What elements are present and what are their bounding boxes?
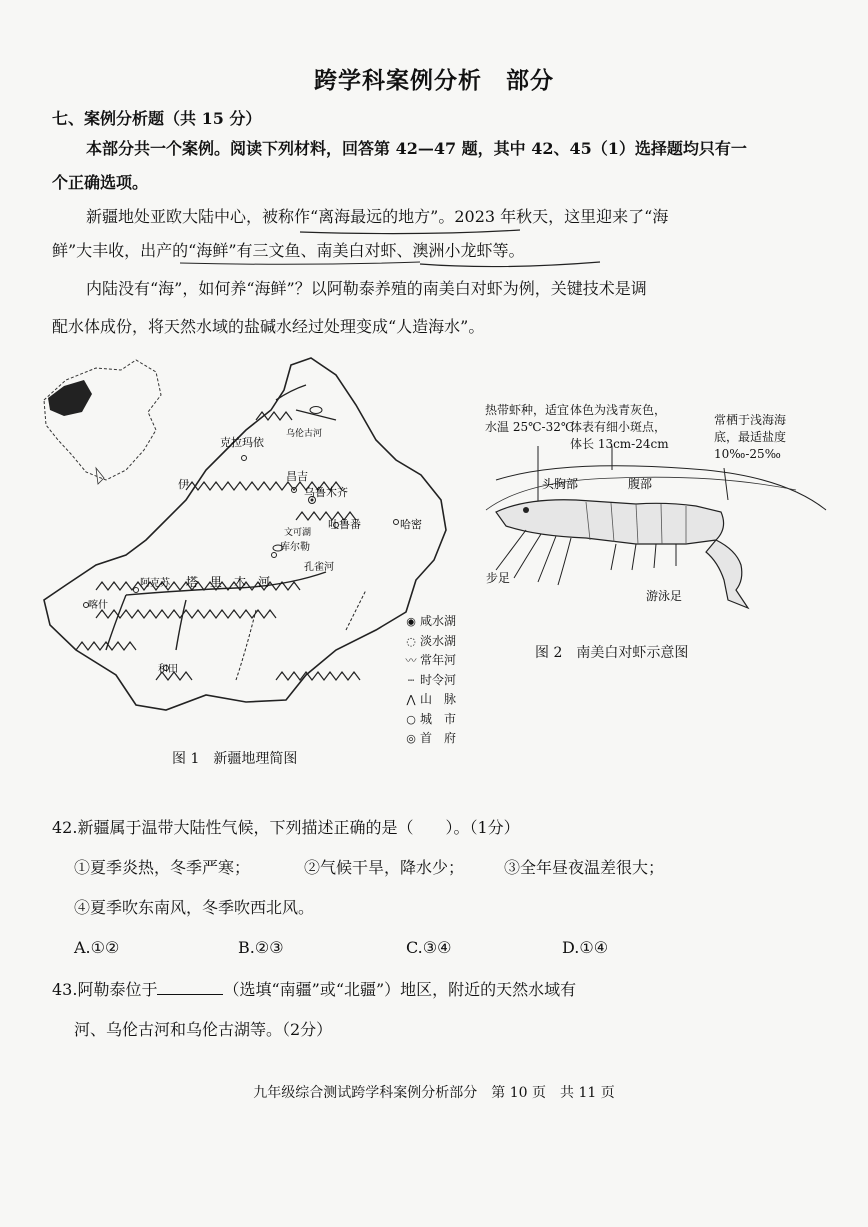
legend-city: ○ 城 市	[402, 710, 456, 730]
legend-fresh-lake: ◌ 淡水湖	[402, 632, 456, 652]
shrimp-note-body: 体色为浅青灰色， 体表有细小斑点， 体长 13cm-24cm	[570, 403, 669, 451]
shrimp-label-head: 头胸部	[542, 477, 579, 491]
question-43-line-1: 43.阿勒泰位于 （选填“南疆”或“北疆”）地区，附近的天然水域有	[52, 980, 577, 999]
figure1-caption: 图 1 新疆地理简图	[172, 751, 298, 767]
map-label-hetian: 和田	[158, 664, 178, 675]
seasonal-river-icon: ┄	[407, 673, 415, 687]
question-42-stem: 42.新疆属于温带大陆性气候，下列描述正确的是（ ）。（1分）	[52, 818, 520, 837]
map-label-akesu: 阿克苏	[140, 578, 170, 589]
shrimp-label-walking-legs: 步足	[486, 571, 511, 585]
map-label-wulungu: 乌伦古河	[286, 429, 323, 439]
map-label-kongque: 孔雀河	[304, 562, 334, 573]
intro-line-2: 个正确选项。	[52, 173, 149, 192]
map-label-tulufan: 吐鲁番	[328, 518, 361, 531]
shrimp-label-swimming-legs: 游泳足	[646, 589, 683, 603]
question-43-line-2: 河、乌伦古河和乌伦古湖等。（2分）	[74, 1020, 333, 1039]
map-legend	[402, 612, 456, 749]
q42-option-b[interactable]: B.②③	[238, 938, 284, 957]
q42-option-c[interactable]: C.③④	[406, 938, 452, 957]
shrimp-body	[496, 500, 748, 608]
map-label-hami: 哈密	[400, 518, 422, 531]
q42-statement-1: ①夏季炎热，冬季严寒；	[74, 858, 251, 877]
page-title: 跨学科案例分析 部分	[314, 67, 554, 94]
legend-seasonal-river: ┄ 时令河	[402, 671, 456, 691]
salt-lake-icon: ◉	[406, 615, 416, 628]
legend-capital: ◎ 首 府	[402, 729, 456, 749]
material-p2-line-1: 内陆没有“海”，如何养“海鲜”？以阿勒泰养殖的南美白对虾为例，关键技术是调	[86, 279, 647, 298]
map-label-talimu: 塔 里 木 河	[186, 575, 271, 589]
capital-icon: ◎	[406, 732, 416, 745]
shrimp-label-abdomen: 腹部	[628, 477, 653, 491]
map-label-kelamayi: 克拉玛依	[220, 436, 264, 449]
material-p1-line-1: 新疆地处亚欧大陆中心，被称作“离海最远的地方”。2023 年秋天，这里迎来了“海	[86, 207, 669, 226]
fresh-lake-icon: ◌	[406, 634, 416, 648]
map-label-kuerle: 库尔勒	[280, 542, 310, 553]
mountain-icon: ⋀	[406, 693, 416, 706]
shrimp-illustration	[466, 440, 856, 620]
map-label-changji: 昌吉	[286, 470, 308, 483]
map-label-yili: 伊	[178, 478, 189, 491]
china-inset-map	[44, 360, 161, 484]
xinjiang-map	[36, 350, 456, 750]
map-label-kashi: 喀什	[88, 600, 108, 611]
intro-line-1: 本部分共一个案例。阅读下列材料，回答第 42—47 题，其中 42、45（1）选择题均只有一	[86, 139, 747, 158]
legend-mountain: ⋀ 山 脉	[402, 690, 456, 710]
rivers	[106, 385, 336, 650]
q42-option-a[interactable]: A.①②	[74, 938, 120, 957]
q42-statement-2: ②气候干旱，降水少；	[304, 858, 465, 877]
map-label-wulumuqi: 乌鲁木齐	[304, 486, 348, 499]
section-heading: 七、案例分析题（共 15 分）	[52, 109, 262, 128]
material-p1-line-2: 鲜”大丰收，出产的“海鲜”有三文鱼、南美白对虾、澳洲小龙虾等。	[52, 241, 525, 260]
material-p2-line-2: 配水体成份，将天然水域的盐碱水经过处理变成“人造海水”。	[52, 317, 485, 336]
legend-salt-lake: ◉ 咸水湖	[402, 612, 456, 632]
figure2-caption: 图 2 南美白对虾示意图	[535, 645, 689, 661]
q42-statement-3: ③全年昼夜温差很大；	[504, 858, 665, 877]
shrimp-note-temperature: 热带虾种，适宜 水温 25℃-32℃	[485, 403, 575, 434]
mountain-ranges	[76, 412, 360, 680]
q42-option-d[interactable]: D.①④	[562, 938, 609, 957]
map-label-wenzhuhu: 文可湖	[284, 528, 312, 538]
shrimp-note-habitat: 常栖于浅海海 底，最适盐度 10‰-25‰	[714, 413, 787, 461]
legend-perennial-river: 〰 常年河	[402, 651, 456, 671]
perennial-river-icon: 〰	[405, 654, 417, 667]
q42-statement-4: ④夏季吹东南风，冬季吹西北风。	[74, 898, 315, 917]
city-icon: ○	[406, 712, 416, 726]
handwritten-underlines	[0, 0, 868, 400]
page-footer: 九年级综合测试跨学科案例分析部分 第 10 页 共 11 页	[253, 1085, 615, 1101]
q43-answer-blank[interactable]	[157, 980, 223, 995]
